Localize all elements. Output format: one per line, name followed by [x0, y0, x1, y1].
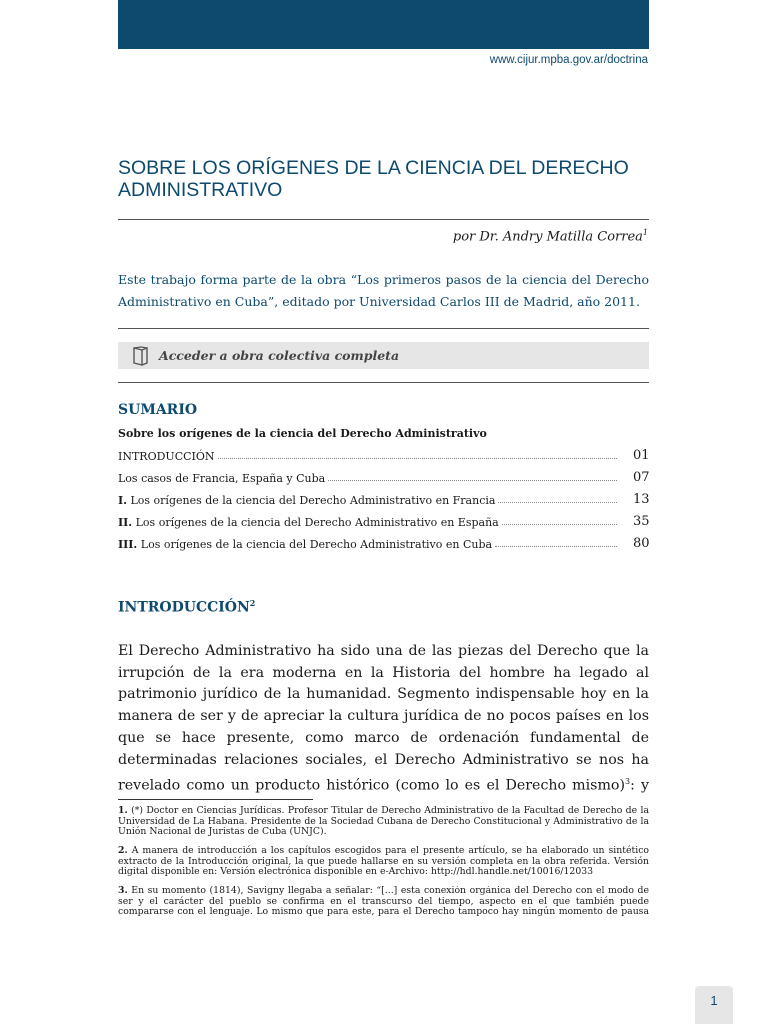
toc-leader: [218, 458, 617, 459]
access-label: Acceder a obra colectiva completa: [159, 348, 400, 363]
footnote: [118, 886, 649, 918]
document-title: SOBRE LOS ORÍGENES DE LA CIENCIA DEL DERECHO ADMINISTRATIVO: [118, 157, 629, 201]
author-name: por Dr. Andry Matilla Correa: [452, 229, 643, 245]
footnote-number: 3.: [118, 886, 128, 896]
body-paragraph: [118, 641, 649, 799]
toc-page-number: 80: [633, 536, 650, 551]
sumario-subtitle: Sobre los orígenes de la ciencia del Derecho Administrativo: [118, 427, 487, 440]
site-url-link[interactable]: www.cijur.mpba.gov.ar/doctrina: [489, 54, 648, 66]
body-text: El Derecho Administrativo ha sido una de las piezas del Derecho que la irrupción de la era moderna en la Historia del hombre ha legado al patrimonio jurídico de la humanidad. Segmento indispensable hoy en la manera de ser y de apreciar la cultura jurídica de no pocos países en los que se hace presente, como marco de ordenación fundamental de determinadas relaciones sociales, el Derecho Administrativo se nos ha revelado como un producto histórico (como lo es el Derecho mismo): [118, 643, 649, 794]
footnote-separator: [118, 799, 313, 800]
toc-item-prefix: III.: [118, 538, 138, 551]
divider: [118, 328, 649, 329]
footnote: [118, 806, 649, 838]
author-line: [453, 228, 648, 244]
book-icon: [131, 346, 149, 370]
toc-item-text: Los orígenes de la ciencia del Derecho Administrativo en Francia: [126, 494, 496, 507]
toc-leader: [328, 480, 617, 481]
footnote-number: 2.: [118, 845, 128, 856]
toc-item-prefix: I.: [118, 494, 127, 507]
toc-item[interactable]: [118, 487, 649, 507]
toc-leader: [495, 546, 617, 547]
toc-item-text: Los orígenes de la ciencia del Derecho Administrativo en España: [132, 516, 499, 529]
introduction-heading: [118, 598, 255, 616]
footnote-text: En su momento (1814), Savigny llegaba a señalar: “[...] esta conexión orgánica del Derecho con el modo de ser y el carácter del pueblo se confirma en el transcurso del tiempo, aspecto en el que también puede compararse con el lenguaje. Lo mismo que para este, para el Derecho tampoco hay ningún momento de pausa: [118, 886, 649, 917]
header-bar: [118, 0, 649, 49]
introduction-heading-text: INTRODUCCIÓN: [118, 599, 250, 616]
toc-item[interactable]: [118, 531, 649, 551]
toc-page-number: 07: [633, 470, 650, 485]
toc-page-number: 01: [633, 448, 650, 463]
toc-item[interactable]: [118, 443, 649, 463]
toc-item[interactable]: [118, 509, 649, 529]
footnote-ref[interactable]: 3: [625, 777, 631, 787]
divider: [118, 219, 649, 220]
footnote-ref[interactable]: 2: [249, 598, 256, 608]
toc-leader: [498, 502, 617, 503]
toc-item-text: Los orígenes de la ciencia del Derecho Administrativo en Cuba: [137, 538, 493, 551]
sumario-heading: SUMARIO: [118, 402, 198, 418]
page-number: 1: [695, 986, 733, 1024]
footnote-number: 1.: [118, 805, 128, 816]
toc-item-text: Los casos de Francia, España y Cuba: [118, 472, 326, 485]
toc-leader: [502, 524, 617, 525]
access-collective-work-button[interactable]: [118, 342, 649, 369]
footnote-text: (*) Doctor en Ciencias Jurídicas. Profesor Titular de Derecho Administrativo de la Facultad de Derecho de la Universidad de La Habana. Presidente de la Sociedad Cubana de Derecho Constitucional y Administrativo de la Unión Nacional de Juristas de Cuba (UNJC).: [118, 805, 649, 837]
footnote-text: A manera de introducción a los capítulos escogidos para el presente artículo, se ha elaborado un sintético extracto de la Introducción original, la que puede hallarse en su versión completa en la obra referida. Versión digital disponible en: Versión electrónica disponible en e-Archivo: http://hdl.handle.net/10016/12033: [118, 845, 649, 877]
intro-paragraph: Este trabajo forma parte de la obra “Los primeros pasos de la ciencia del Derecho Administrativo en Cuba”, editado por Universidad Carlos III de Madrid, año 2011.: [118, 272, 649, 309]
divider: [118, 382, 649, 383]
footnote-ref[interactable]: 1: [642, 228, 648, 237]
toc-item[interactable]: [118, 465, 649, 485]
footnote: [118, 846, 649, 878]
toc-page-number: 35: [633, 514, 650, 529]
body-text: : y: [630, 777, 649, 794]
toc-page-number: 13: [633, 492, 650, 507]
toc-item-prefix: II.: [118, 516, 133, 529]
toc-item-text: INTRODUCCIÓN: [118, 450, 215, 463]
